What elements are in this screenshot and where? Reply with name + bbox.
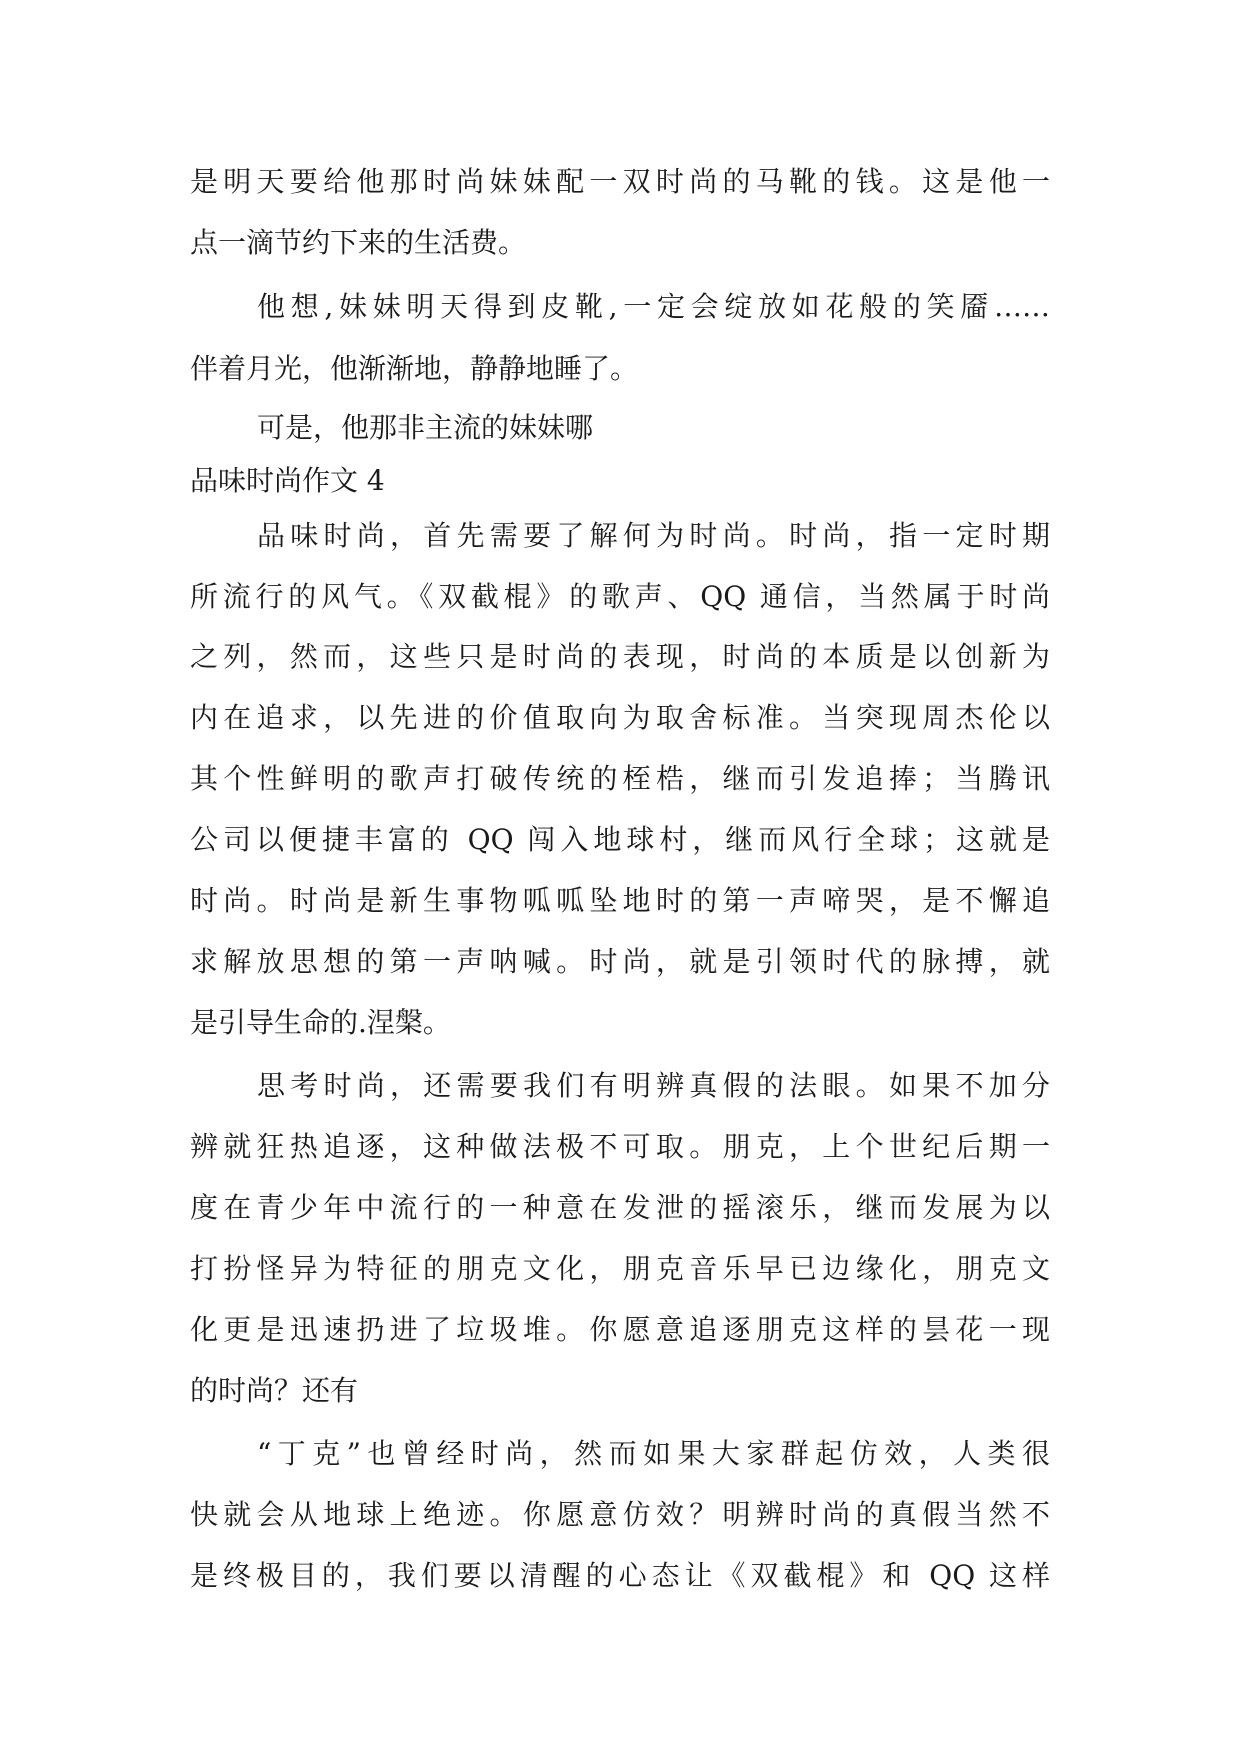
text-line: 度在青少年中流行的一种意在发泄的摇滚乐，继而发展为以: [190, 1191, 1050, 1224]
text-line: 其个性鲜明的歌声打破传统的桎梏，继而引发追捧；当腾讯: [190, 762, 1050, 795]
text-line: “丁克”也曾经时尚，然而如果大家群起仿效，人类很: [257, 1437, 1050, 1470]
text-line: 他想,妹妹明天得到皮靴,一定会绽放如花般的笑靥……: [257, 290, 1050, 323]
text-line: 之列，然而，这些只是时尚的表现，时尚的本质是以创新为: [190, 640, 1050, 673]
text-line: 品味时尚，首先需要了解何为时尚。时尚，指一定时期: [257, 519, 1050, 552]
text-line: 时尚。时尚是新生事物呱呱坠地时的第一声啼哭，是不懈追: [190, 884, 1050, 917]
text-line: 伴着月光，他渐渐地，静静地睡了。: [190, 352, 639, 385]
section-heading: 品味时尚作文 4: [190, 464, 385, 497]
text-line: 公司以便捷丰富的 QQ 闯入地球村，继而风行全球；这就是: [190, 823, 1050, 856]
text-line: 化更是迅速扔进了垃圾堆。你愿意追逐朋克这样的昙花一现: [190, 1313, 1050, 1346]
text-line: 可是，他那非主流的妹妹哪: [257, 411, 594, 444]
text-line: 的时尚？还有: [190, 1374, 359, 1407]
text-line: 是引导生命的.涅槃。: [190, 1006, 451, 1039]
text-line: 思考时尚，还需要我们有明辨真假的法眼。如果不加分: [257, 1069, 1050, 1102]
text-line: 快就会从地球上绝迹。你愿意仿效？明辨时尚的真假当然不: [190, 1498, 1050, 1531]
text-line: 点一滴节约下来的生活费。: [190, 226, 527, 259]
text-line: 内在追求，以先进的价值取向为取舍标准。当突现周杰伦以: [190, 701, 1050, 734]
text-line: 是明天要给他那时尚妹妹配一双时尚的马靴的钱。这是他一: [190, 165, 1050, 198]
text-line: 是终极目的，我们要以清醒的心态让《双截棍》和 QQ 这样: [190, 1559, 1050, 1592]
text-line: 所流行的风气。《双截棍》的歌声、QQ 通信，当然属于时尚: [190, 580, 1050, 613]
text-line: 打扮怪异为特征的朋克文化，朋克音乐早已边缘化，朋克文: [190, 1252, 1050, 1285]
text-line: 辨就狂热追逐，这种做法极不可取。朋克，上个世纪后期一: [190, 1130, 1050, 1163]
text-line: 求解放思想的第一声呐喊。时尚，就是引领时代的脉搏，就: [190, 945, 1050, 978]
